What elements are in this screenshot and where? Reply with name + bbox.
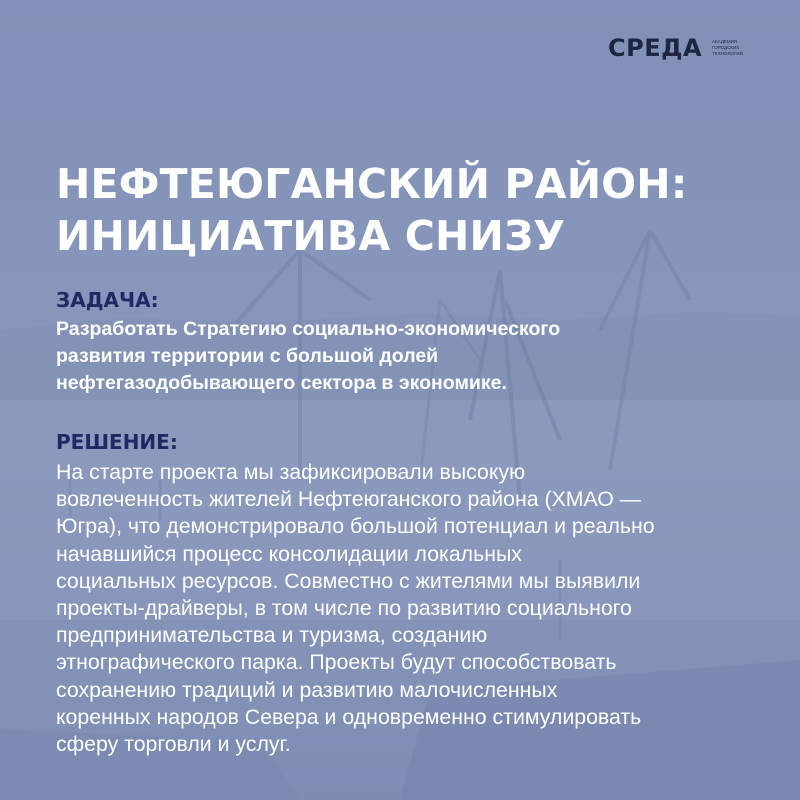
solution-line: проекты-драйверы, в том числе по развитию социального: [56, 596, 632, 621]
solution-line: коренных народов Севера и одновременно стимулировать: [56, 704, 642, 729]
solution-label: РЕШЕНИЕ:: [56, 430, 178, 454]
task-line: Разработать Стратегию социально-экономического: [56, 318, 561, 340]
task-line: нефтегазодобывающего сектора в экономике.: [56, 372, 507, 394]
title-line: ИНИЦИАТИВА СНИЗУ: [56, 212, 566, 260]
logo-wordmark: СРЕДА: [608, 34, 703, 62]
solution-line: этнографического парка. Проекты будут способствовать: [56, 650, 617, 675]
solution-line: На старте проекта мы зафиксировали высокую: [56, 460, 526, 484]
solution-line: начавшийся процесс консолидации локальных: [56, 541, 522, 566]
solution-line: предпринимательства и туризма, созданию: [56, 623, 488, 648]
logo-tagline: [712, 39, 760, 57]
solution-line: социальных ресурсов. Совместно с жителями мы выявили: [56, 568, 641, 593]
solution-line: вовлеченность жителей Нефтеюганского района (ХМАО —: [56, 487, 642, 512]
sreda-logo: [608, 36, 760, 60]
logo-tagline-line: ТЕХНОЛОГИЙ: [712, 51, 743, 56]
page-title: [56, 158, 687, 262]
logo-tagline-line: АКАДЕМИЯ: [712, 39, 738, 44]
logo-tagline-line: ГОРОДСКИХ: [712, 45, 740, 50]
solution-line: сферу торговли и услуг.: [56, 732, 291, 757]
solution-line: Югра), что демонстрировало большой потенциал и реально: [56, 514, 655, 539]
solution-line: сохранению традиций и развитию малочисленных: [56, 677, 558, 702]
task-text: [56, 316, 560, 397]
task-line: развития территории с большой долей: [56, 345, 439, 367]
solution-text: [56, 459, 655, 758]
task-label: ЗАДАЧА:: [56, 288, 159, 312]
title-line: НЕФТЕЮГАНСКИЙ РАЙОН:: [56, 160, 688, 208]
